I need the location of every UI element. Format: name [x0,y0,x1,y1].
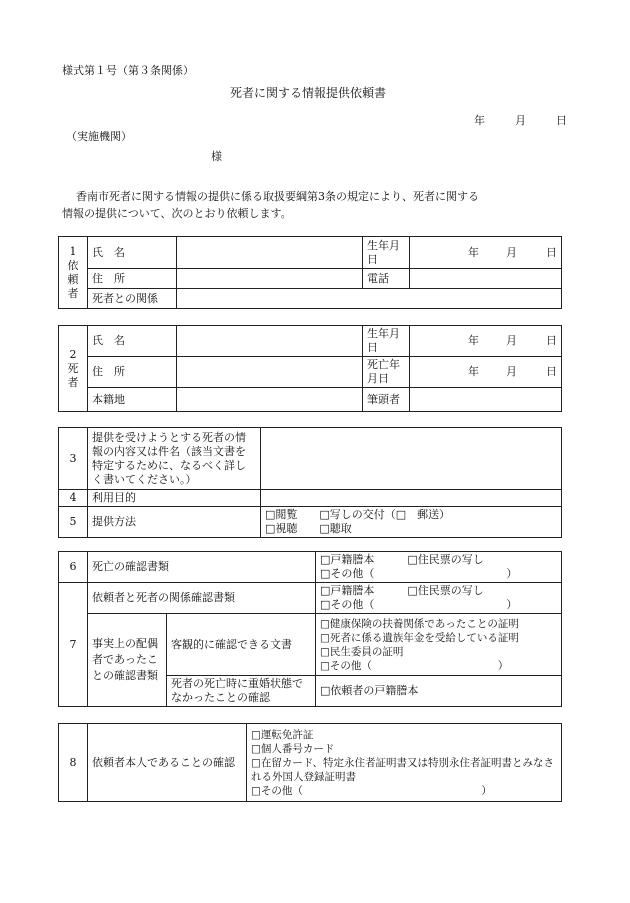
row8-number: 8 [59,724,88,802]
requester-name-label: 氏 名 [88,237,177,269]
deceased-death-label: 死亡年月日 [363,357,410,388]
row6-number: 6 [59,552,88,583]
deceased-honseki-field[interactable] [177,388,363,412]
intro-line-1: 香南市死者に関する情報の提供に係る取扱要綱第3条の規定により、死者に関する [76,190,479,203]
request-table [58,427,562,538]
row7-objective-label: 客観的に確認できる文書 [167,614,316,676]
deceased-section-label: 2 死 者 [59,326,88,412]
row7-number: 7 [59,583,88,707]
deceased-birth-field[interactable]: 年 月 日 [410,326,562,357]
deceased-name-label: 氏 名 [88,326,177,357]
row8-option-2[interactable]: □個人番号カード [251,742,335,755]
row3-number: 3 [59,428,88,490]
requester-section-label: 1 依 頼 者 [59,237,88,309]
requester-relation-label: 死者との関係 [88,289,177,309]
identity-table [58,723,562,802]
requester-name-field[interactable] [177,237,363,269]
row7-relation-option-line-2[interactable]: □その他（ ） [320,598,518,611]
row4-field[interactable] [261,490,562,507]
deceased-honseki-label: 本籍地 [88,388,177,412]
row8-option-1[interactable]: □運転免許証 [251,728,314,741]
requester-birth-field[interactable]: 年 月 日 [410,237,562,269]
deceased-table [58,325,562,412]
requester-address-label: 住 所 [88,269,177,289]
requester-phone-label: 電話 [363,269,410,289]
row3-field[interactable] [261,428,562,490]
row5-label: 提供方法 [88,507,261,538]
date-day-label: 日 [556,114,567,127]
row6-label: 死亡の確認書類 [88,552,316,583]
row7-relation-option-line-1[interactable]: □戸籍謄本 □住民票の写し [320,584,484,597]
row6-option-line-2[interactable]: □その他（ ） [320,567,518,580]
row8-option-3[interactable]: □在留カード、特定永住者証明書又は特別永住者証明書とみなされる外国人登録証明書 [251,756,554,783]
date-line [474,114,570,128]
row8-label: 依頼者本人であることの確認 [88,724,247,802]
row7-spouse-label: 事実上の配偶者であったことの確認書類 [88,614,167,707]
requester-phone-field[interactable] [410,269,562,289]
row4-number: 4 [59,490,88,507]
honorific: 様 [211,150,222,163]
row7-objective-option-3[interactable]: □民生委員の証明 [320,645,404,658]
row5-number: 5 [59,507,88,538]
deceased-death-field[interactable]: 年 月 日 [410,357,562,388]
deceased-name-field[interactable] [177,326,363,357]
row6-option-line-1[interactable]: □戸籍謄本 □住民票の写し [320,553,484,566]
requester-relation-field[interactable] [177,289,562,309]
row5-option-line-2[interactable]: □視聴 □聴取 [265,522,352,535]
institution-label: （実施機関） [66,130,132,143]
row8-options[interactable] [247,724,562,802]
row3-label: 提供を受けようとする死者の情報の内容又は件名（該当文書を特定するために、なるべく詳しく書いてください。） [88,428,261,490]
requester-birth-label: 生年月日 [363,237,410,269]
row7-objective-option-2[interactable]: □死者に係る遺族年金を受給している証明 [320,631,519,644]
deceased-birth-label: 生年月日 [363,326,410,357]
row7-objective-option-1[interactable]: □健康保険の扶養関係であったことの証明 [320,617,519,630]
deceased-address-label: 住 所 [88,357,177,388]
row7-objective-option-4[interactable]: □その他（ ） [320,659,509,672]
requester-address-field[interactable] [177,269,363,289]
intro-line-2: 情報の提供について、次のとおり依頼します。 [62,207,292,220]
row7-relation-label: 依頼者と死者の関係確認書類 [88,583,316,614]
requester-table [58,236,562,309]
deceased-head-label: 筆頭者 [363,388,410,412]
row5-options[interactable] [261,507,562,538]
row4-label: 利用目的 [88,490,261,507]
row7-objective-options[interactable] [316,614,562,676]
row7-relation-options[interactable] [316,583,562,614]
deceased-address-field[interactable] [177,357,363,388]
confirmation-table [58,551,562,707]
date-month-label: 月 [515,114,526,127]
row6-options[interactable] [316,552,562,583]
deceased-head-field[interactable] [410,388,562,412]
page-title: 死者に関する情報提供依頼書 [230,86,387,100]
row8-option-4[interactable]: □その他（ ） [251,784,492,797]
row7-bigamy-option[interactable]: □依頼者の戸籍謄本 [316,676,562,707]
form-number: 様式第１号（第３条関係） [62,64,194,77]
row5-option-line-1[interactable]: □閲覧 □写しの交付（□ 郵送） [265,508,451,521]
row7-bigamy-label: 死者の死亡時に重婚状態でなかったことの確認 [167,676,316,707]
date-year-label: 年 [474,114,485,127]
